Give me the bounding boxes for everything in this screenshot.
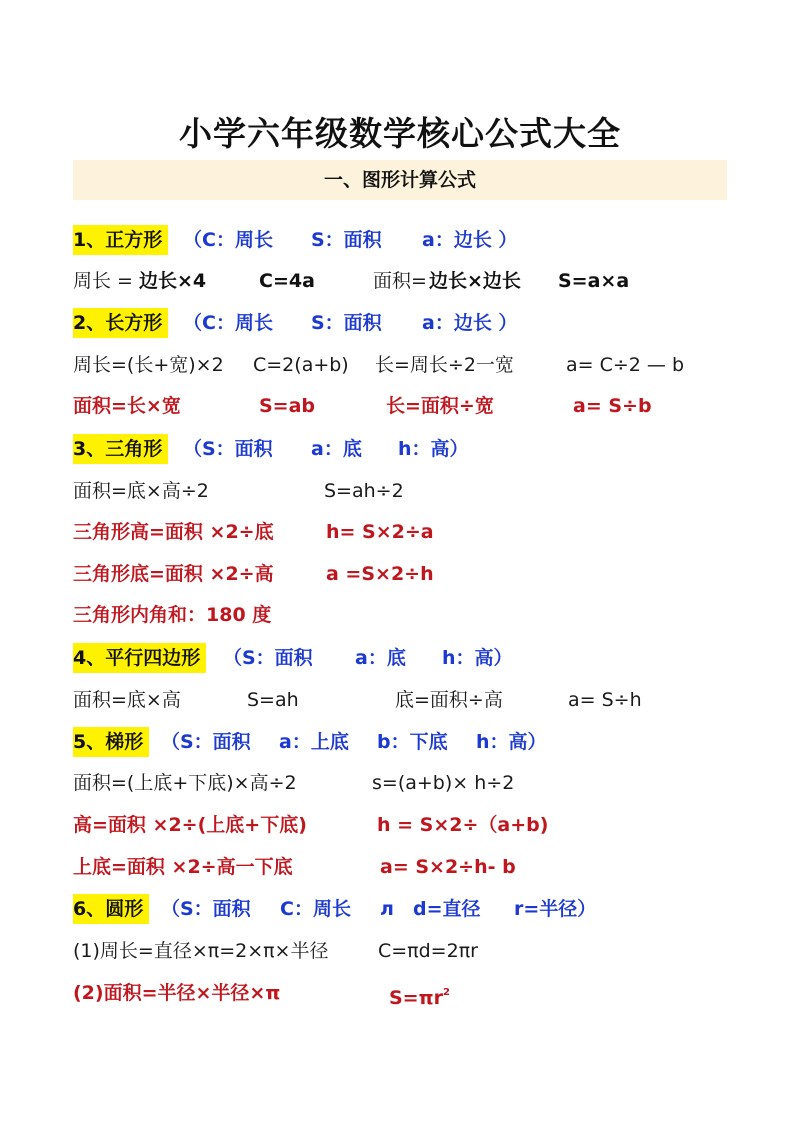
square-area-label: 面积= [373,270,427,292]
triangle-legend-a: a：底 [311,438,362,460]
square-legend-a: a：边长 ） [422,229,518,251]
rectangle-legend-a: a：边长 ） [422,312,518,334]
triangle-legend-s: （S：面积 [183,438,273,460]
page-title: 小学六年级数学核心公式大全 [179,114,621,153]
rectangle-length-from-area-symbol: a= S÷b [573,395,652,417]
triangle-height-symbol: h= S×2÷a [326,521,434,543]
rectangle-perimeter-symbol: C=2(a+b) [253,354,349,376]
square-area-symbol: S=a×a [558,270,630,292]
trapezoid-top-formula: 上底=面积 ×2÷高一下底 [73,856,293,878]
section-banner: 一、图形计算公式 [73,160,727,200]
square-legend-s: S：面积 [311,229,382,251]
trapezoid-top-symbol: a= S×2÷h- b [380,856,516,878]
triangle-legend-h: h：高） [398,438,469,460]
triangle-heading: 3、三角形 [73,434,168,464]
rectangle-legend-s: S：面积 [311,312,382,334]
trapezoid-height-symbol: h = S×2÷（a+b) [377,814,549,836]
triangle-angle-sum: 三角形内角和：180 度 [73,604,272,626]
circle-legend-c: C：周长 [280,898,351,920]
circle-legend-r: r=半径） [514,898,597,920]
triangle-area-formula: 面积=底×高÷2 [73,480,209,502]
circle-legend-pi: л [380,898,394,920]
circle-perimeter-formula: (1)周长=直径×π=2×π×半径 [73,940,329,962]
parallelogram-area-formula: 面积=底×高 [73,689,181,711]
rectangle-length-formula: 长=周长÷2一宽 [375,354,514,376]
parallelogram-heading: 4、平行四边形 [73,643,206,673]
parallelogram-legend-a: a：底 [355,647,406,669]
circle-area-symbol-base: S=πr [389,987,444,1009]
trapezoid-area-formula: 面积=(上底+下底)×高÷2 [73,772,297,794]
circle-heading: 6、圆形 [73,894,149,924]
triangle-base-formula: 三角形底=面积 ×2÷高 [73,563,274,585]
circle-area-formula: (2)面积=半径×半径×π [73,982,281,1004]
square-legend-c: （C：周长 [183,229,273,251]
trapezoid-legend-a: a：上底 [279,731,349,753]
rectangle-length-symbol: a= C÷2 — b [566,354,685,376]
parallelogram-base-formula: 底=面积÷高 [395,689,503,711]
rectangle-perimeter-formula: 周长=(长+宽)×2 [73,354,224,376]
triangle-area-symbol: S=ah÷2 [324,480,404,502]
rectangle-length-from-area: 长=面积÷宽 [386,395,494,417]
trapezoid-heading: 5、梯形 [73,727,149,757]
parallelogram-legend-h: h：高） [442,647,513,669]
square-perimeter-formula: 边长×4 [139,270,207,292]
circle-legend-s: （S：面积 [161,898,251,920]
trapezoid-legend-s: （S：面积 [161,731,251,753]
rectangle-heading: 2、长方形 [73,308,168,338]
square-heading: 1、正方形 [73,225,168,255]
parallelogram-area-symbol: S=ah [247,689,299,711]
parallelogram-legend-s: （S：面积 [223,647,313,669]
circle-legend-d: d=直径 [413,898,481,920]
rectangle-area-formula: 面积=长×宽 [73,395,181,417]
triangle-height-formula: 三角形高=面积 ×2÷底 [73,521,274,543]
rectangle-legend-c: （C：周长 [183,312,273,334]
square-area-formula: 边长×边长 [429,270,521,292]
circle-area-symbol [389,978,450,1013]
square-perimeter-symbol: C=4a [259,270,315,292]
trapezoid-height-formula: 高=面积 ×2÷(上底+下底) [73,814,307,836]
circle-perimeter-symbol: C=πd=2πr [378,940,478,962]
triangle-base-symbol: a =S×2÷h [326,563,434,585]
trapezoid-legend-b: b：下底 [377,731,448,753]
square-perimeter-label: 周长 = [73,270,133,292]
circle-area-exponent: 2 [443,987,450,998]
trapezoid-legend-h: h：高） [476,731,547,753]
trapezoid-area-symbol: s=(a+b)× h÷2 [372,772,515,794]
parallelogram-base-symbol: a= S÷h [568,689,642,711]
rectangle-area-symbol: S=ab [259,395,316,417]
